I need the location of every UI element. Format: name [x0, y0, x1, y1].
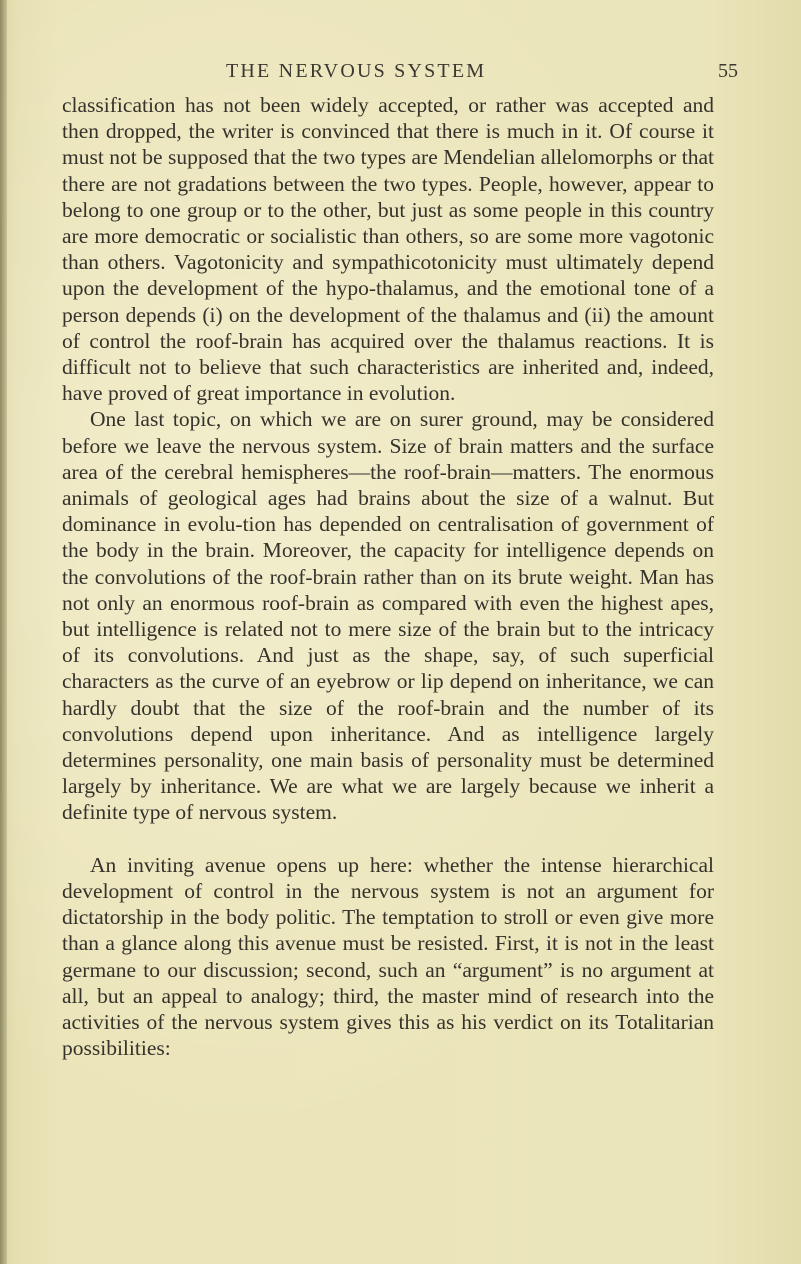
body-text	[62, 92, 714, 1061]
paragraph-continuation: classification has not been widely accepted, or rather was accepted and then dropped, the writer is convinced that there is much in it. Of course it must not be supposed that the two types are Mendelian allelomorphs or that there are not gradations between the two types. People, however, appear to belong to one group or to the other, but just as some people in this country are more democratic or socialistic than others, so are some more vagotonic than others. Vagotonicity and sympathicotonicity must ultimately depend upon the development of the hypo-thalamus, and the emotional tone of a person depends (i) on the development of the thalamus and (ii) the amount of control the roof-brain has acquired over the thalamus reactions. It is difficult not to believe that such characteristics are inherited and, indeed, have proved of great importance in evolution.	[62, 93, 714, 406]
book-spine-shadow	[0, 0, 7, 1264]
paragraph-inviting-avenue: An inviting avenue opens up here: whether the intense hierarchical development of control in the nervous system is not an argument for dictatorship in the body politic. The temptation to stroll or even give more than a glance along this avenue must be resisted. First, it is not in the least germane to our discussion; second, such an “argument” is no argument at all, but an appeal to analogy; third, the master mind of research into the activities of the nervous system gives this as his verdict on its Totalitarian possibilities:	[62, 852, 714, 1061]
running-title: THE NERVOUS SYSTEM	[226, 60, 487, 82]
page-number: 55	[718, 60, 738, 82]
page-header	[226, 60, 746, 90]
paragraph-brain-size: One last topic, on which we are on surer ground, may be considered before we leave the nervous system. Size of brain matters and the surface area of the cerebral hemispheres—the roof-brain—matters. The enormous animals of geological ages had brains about the size of a walnut. But dominance in evolu-tion has depended on centralisation of government of the body in the brain. Moreover, the capacity for intelligence depends on the convolutions of the roof-brain rather than on its brute weight. Man has not only an enormous roof-brain as compared with even the highest apes, but intelligence is related not to mere size of the brain but to the intricacy of its convolutions. And just as the shape, say, of such superficial characters as the curve of an eyebrow or lip depend on inheritance, we can hardly doubt that the size of the roof-brain and the number of its convolutions depend upon inheritance. And as intelligence largely determines personality, one main basis of personality must be determined largely by inheritance. We are what we are largely because we inherit a definite type of nervous system.	[62, 407, 714, 825]
